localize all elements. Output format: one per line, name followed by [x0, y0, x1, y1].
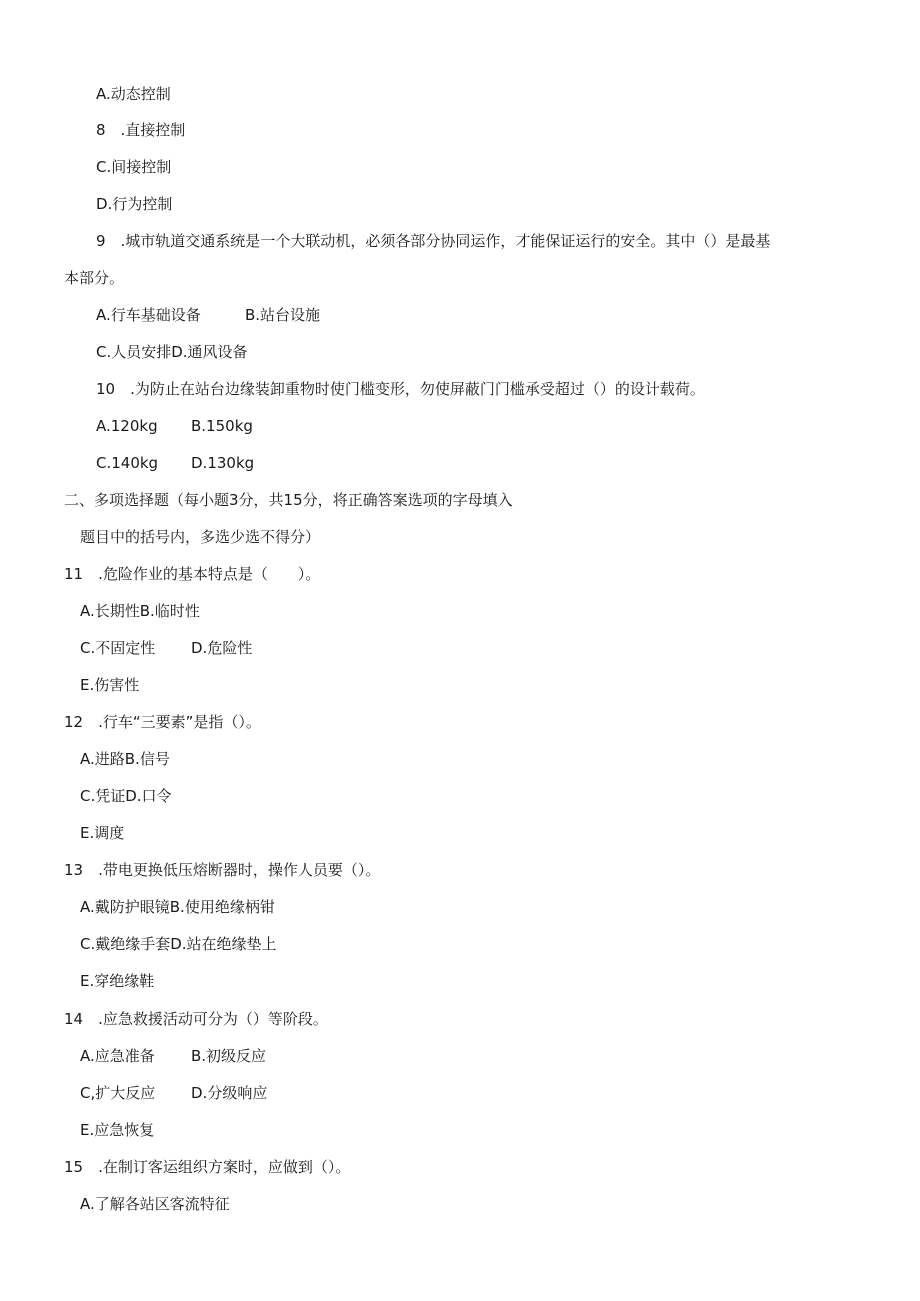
q11-stem: 11 .危险作业的基本特点是（ ）。 — [64, 565, 321, 583]
q12-option-cd: C.凭证D.口令 — [80, 787, 172, 805]
q8-option-b: 8 .直接控制 — [96, 121, 186, 139]
q15-stem: 15 .在制订客运组织方案时，应做到（）。 — [64, 1158, 351, 1176]
section2-heading-line1: 二、多项选择题（每小题3分，共15分，将正确答案选项的字母填入 — [64, 491, 513, 509]
q9-option-cd: C.人员安排D.通风设备 — [96, 343, 248, 361]
q9-stem-line2: 本部分。 — [64, 269, 125, 287]
q14-option-a: A.应急准备 — [80, 1047, 155, 1065]
q12-option-ab: A.进路B.信号 — [80, 750, 170, 768]
q9-option-b: B.站台设施 — [245, 306, 321, 324]
q11-option-e: E.伤害性 — [80, 676, 140, 694]
q8-option-a: A.动态控制 — [96, 85, 171, 103]
q10-option-a: A.120kg — [96, 417, 158, 435]
q11-option-d: D.危险性 — [191, 639, 253, 657]
q8-option-c: C.间接控制 — [96, 158, 172, 176]
q14-option-c: C,扩大反应 — [80, 1084, 156, 1102]
q14-option-d: D.分级响应 — [191, 1084, 268, 1102]
q10-option-b: B.150kg — [191, 417, 253, 435]
section2-heading-line2: 题目中的括号内，多选少选不得分） — [80, 528, 321, 546]
q9-stem-line1: 9 .城市轨道交通系统是一个大联动机，必须各部分协同运作，才能保证运行的安全。其中（）是最基 — [96, 232, 771, 250]
q10-option-c: C.140kg — [96, 454, 159, 472]
q9-option-a: A.行车基础设备 — [96, 306, 201, 324]
q11-option-c: C.不固定性 — [80, 639, 156, 657]
q13-option-e: E.穿绝缘鞋 — [80, 972, 155, 990]
q10-stem: 10 .为防止在站台边缘装卸重物时使门槛变形，勿使屏蔽门门槛承受超过（）的设计载荷。 — [96, 380, 705, 398]
q13-option-ab: A.戴防护眼镜B.使用绝缘柄钳 — [80, 898, 275, 916]
q14-option-e: E.应急恢复 — [80, 1121, 155, 1139]
q13-stem: 13 .带电更换低压熔断器时，操作人员要（）。 — [64, 861, 381, 879]
q14-option-b: B.初级反应 — [191, 1047, 267, 1065]
q10-option-d: D.130kg — [191, 454, 255, 472]
q12-stem: 12 .行车“三要素”是指（）。 — [64, 713, 261, 731]
q12-option-e: E.调度 — [80, 824, 125, 842]
q14-stem: 14 .应急救援活动可分为（）等阶段。 — [64, 1010, 328, 1028]
q15-option-a: A.了解各站区客流特征 — [80, 1195, 230, 1213]
q11-option-ab: A.长期性B.临时性 — [80, 602, 200, 620]
q8-option-d: D.行为控制 — [96, 195, 173, 213]
q13-option-cd: C.戴绝缘手套D.站在绝缘垫上 — [80, 935, 277, 953]
